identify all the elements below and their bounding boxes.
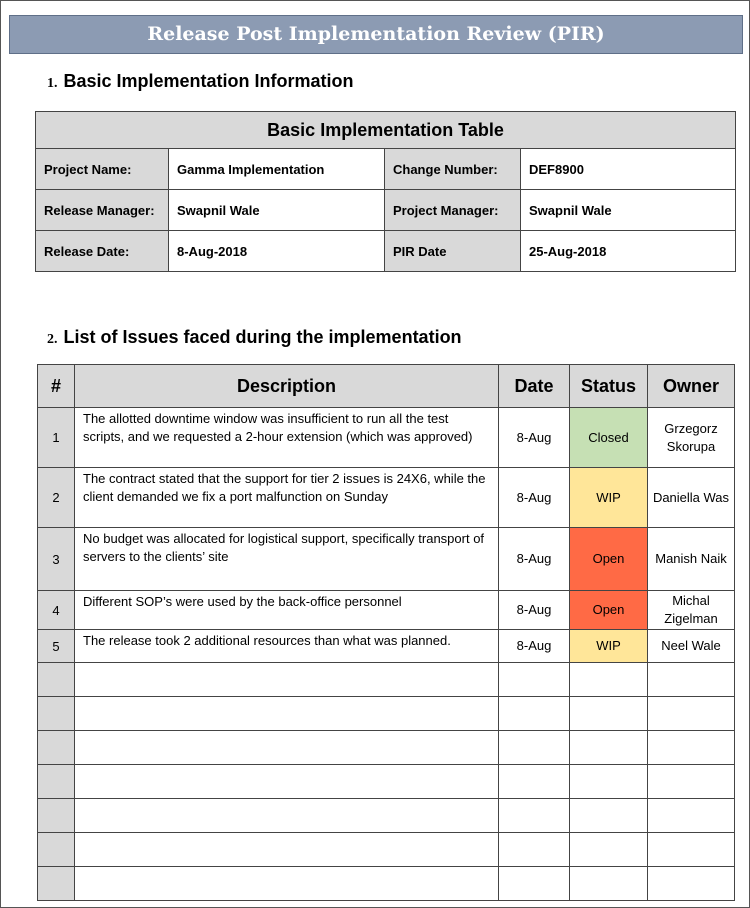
issue-status: WIP	[570, 468, 648, 528]
basic-implementation-table	[35, 111, 736, 272]
issue-owner: Manish Naik	[648, 528, 735, 591]
empty-table-row	[38, 697, 735, 731]
change-number-label: Change Number:	[385, 149, 521, 190]
empty-table-row	[38, 731, 735, 765]
issue-number: 4	[38, 591, 75, 630]
issue-description: No budget was allocated for logistical support, specifically transport of servers to the clients’ site	[75, 528, 499, 591]
issue-description: The contract stated that the support for tier 2 issues is 24X6, while the client demanded we fix a port malfunction on Sunday	[75, 468, 499, 528]
column-header-owner: Owner	[648, 365, 735, 408]
issue-description: Different SOP’s were used by the back-office personnel	[75, 591, 499, 630]
table-row	[38, 630, 735, 663]
pir-date-value: 25-Aug-2018	[521, 231, 736, 272]
section-heading-issues	[47, 327, 462, 348]
issue-status: Closed	[570, 408, 648, 468]
issue-date: 8-Aug	[499, 408, 570, 468]
release-manager-label: Release Manager:	[36, 190, 169, 231]
empty-table-row	[38, 765, 735, 799]
change-number-value: DEF8900	[521, 149, 736, 190]
issue-number: 1	[38, 408, 75, 468]
column-header-date: Date	[499, 365, 570, 408]
issue-status: Open	[570, 528, 648, 591]
issue-date: 8-Aug	[499, 528, 570, 591]
column-header-description: Description	[75, 365, 499, 408]
table-header-row	[38, 365, 735, 408]
table-row	[36, 149, 736, 190]
table-row	[36, 190, 736, 231]
table-row	[38, 468, 735, 528]
empty-table-row	[38, 799, 735, 833]
document-title: Release Post Implementation Review (PIR)	[9, 15, 743, 54]
issue-owner: Grzegorz Skorupa	[648, 408, 735, 468]
empty-table-row	[38, 867, 735, 901]
issue-description: The release took 2 additional resources than what was planned.	[75, 630, 499, 663]
issue-status: Open	[570, 591, 648, 630]
section-heading-basic-info	[47, 71, 354, 92]
column-header-num: #	[38, 365, 75, 408]
project-name-label: Project Name:	[36, 149, 169, 190]
empty-table-row	[38, 833, 735, 867]
issue-date: 8-Aug	[499, 468, 570, 528]
release-manager-value: Swapnil Wale	[169, 190, 385, 231]
column-header-status: Status	[570, 365, 648, 408]
project-manager-value: Swapnil Wale	[521, 190, 736, 231]
table-title: Basic Implementation Table	[36, 112, 736, 149]
issue-owner: Neel Wale	[648, 630, 735, 663]
section-number: 1.	[47, 76, 58, 91]
table-row	[38, 528, 735, 591]
issue-number: 3	[38, 528, 75, 591]
issue-status: WIP	[570, 630, 648, 663]
project-name-value: Gamma Implementation	[169, 149, 385, 190]
empty-table-row	[38, 663, 735, 697]
issue-number: 2	[38, 468, 75, 528]
section-title: Basic Implementation Information	[63, 71, 354, 91]
table-row	[38, 408, 735, 468]
section-title: List of Issues faced during the implementation	[63, 327, 462, 347]
release-date-value: 8-Aug-2018	[169, 231, 385, 272]
issue-owner: Michal Zigelman	[648, 591, 735, 630]
issue-number: 5	[38, 630, 75, 663]
issue-date: 8-Aug	[499, 630, 570, 663]
table-row	[36, 231, 736, 272]
issue-date: 8-Aug	[499, 591, 570, 630]
section-number: 2.	[47, 332, 58, 347]
pir-date-label: PIR Date	[385, 231, 521, 272]
table-row	[38, 591, 735, 630]
issue-owner: Daniella Was	[648, 468, 735, 528]
release-date-label: Release Date:	[36, 231, 169, 272]
issue-description: The allotted downtime window was insufficient to run all the test scripts, and we requested a 2-hour extension (which was approved)	[75, 408, 499, 468]
project-manager-label: Project Manager:	[385, 190, 521, 231]
issues-table	[37, 364, 735, 901]
